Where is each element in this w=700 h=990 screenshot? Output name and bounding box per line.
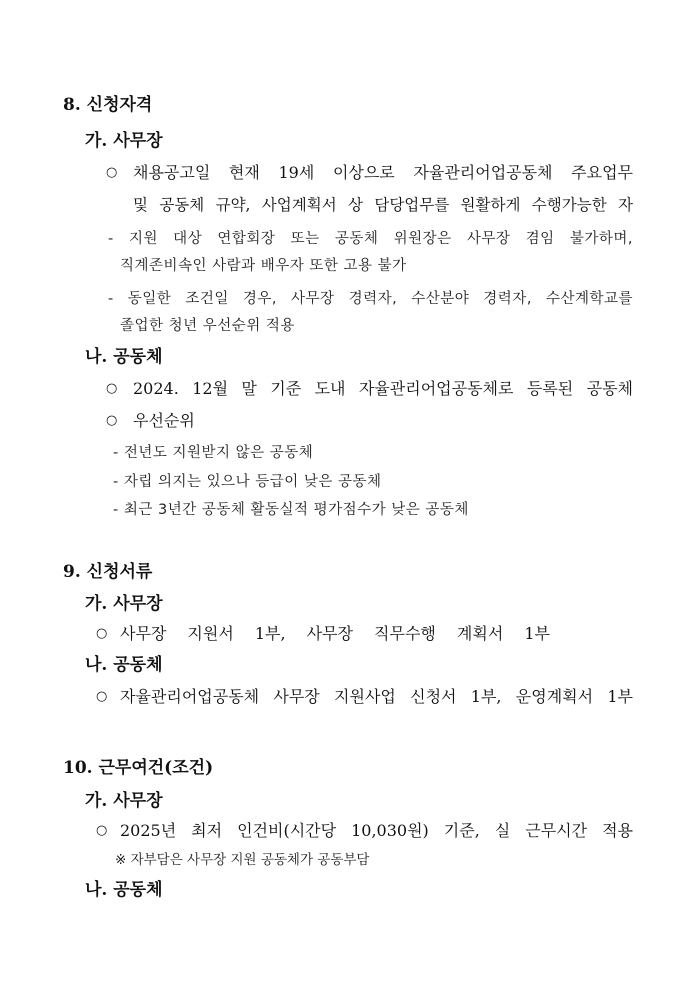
section-8-a-bullet-1: 채용공고일 현재 19세 이상으로 자율관리어업공동체 주요업무: [133, 163, 633, 182]
section-10-b-title: 나. 공동체: [85, 880, 163, 900]
bullet-icon: ○: [106, 381, 118, 396]
section-10-a-bullet: 2025년 최저 인건비(시간당 10,030원) 기준, 실 근무시간 적용: [120, 821, 633, 840]
section-8-a-title: 가. 사무장: [85, 131, 163, 151]
section-8-b-bullet-1: 2024. 12월 말 기준 도내 자율관리어업공동체로 등록된 공동체: [133, 379, 633, 398]
section-10-title: 10. 근무여건(조건): [63, 758, 214, 778]
section-9-title: 9. 신청서류: [63, 562, 153, 582]
section-10-a-title: 가. 사무장: [85, 791, 163, 811]
section-9-b-bullet: 자율관리어업공동체 사무장 지원사업 신청서 1부, 운영계획서 1부: [120, 687, 633, 706]
section-9-a-title: 가. 사무장: [85, 594, 163, 614]
section-8-b-dash: - 전년도 지원받지 않은 공동체: [113, 445, 314, 461]
section-9-b-title: 나. 공동체: [85, 655, 163, 675]
section-9-a-bullet: 사무장 지원서 1부, 사무장 직무수행 계획서 1부: [120, 624, 550, 643]
section-8-a-dash-1-cont: 직계존비속인 사람과 배우자 또한 고용 불가: [120, 258, 407, 274]
section-8-b-title: 나. 공동체: [85, 347, 163, 367]
bullet-icon: ○: [106, 165, 118, 180]
section-8-a-dash-1: - 지원 대상 연합회장 또는 공동체 위원장은 사무장 겸임 불가하며,: [108, 231, 633, 247]
section-8-b-dash: - 자립 의지는 있으나 등급이 낮은 공동체: [113, 474, 382, 490]
section-8-b-bullet-2: 우선순위: [133, 411, 195, 430]
section-10-a-note: ※ 자부담은 사무장 지원 공동체가 공동부담: [115, 852, 370, 868]
section-8-a-bullet-1-cont: 및 공동체 규약, 사업계획서 상 담당업무를 원활하게 수행가능한 자: [133, 196, 633, 214]
section-8-b-dash: - 최근 3년간 공동체 활동실적 평가점수가 낮은 공동체: [113, 502, 469, 518]
section-8-a-dash-2-cont: 졸업한 청년 우선순위 적용: [120, 318, 295, 334]
bullet-icon: ○: [96, 689, 108, 704]
bullet-icon: ○: [106, 413, 118, 428]
bullet-icon: ○: [96, 626, 108, 641]
bullet-icon: ○: [96, 823, 108, 838]
section-8-title: 8. 신청자격: [63, 95, 153, 115]
section-8-a-dash-2: - 동일한 조건일 경우, 사무장 경력자, 수산분야 경력자, 수산계학교를: [108, 291, 633, 307]
